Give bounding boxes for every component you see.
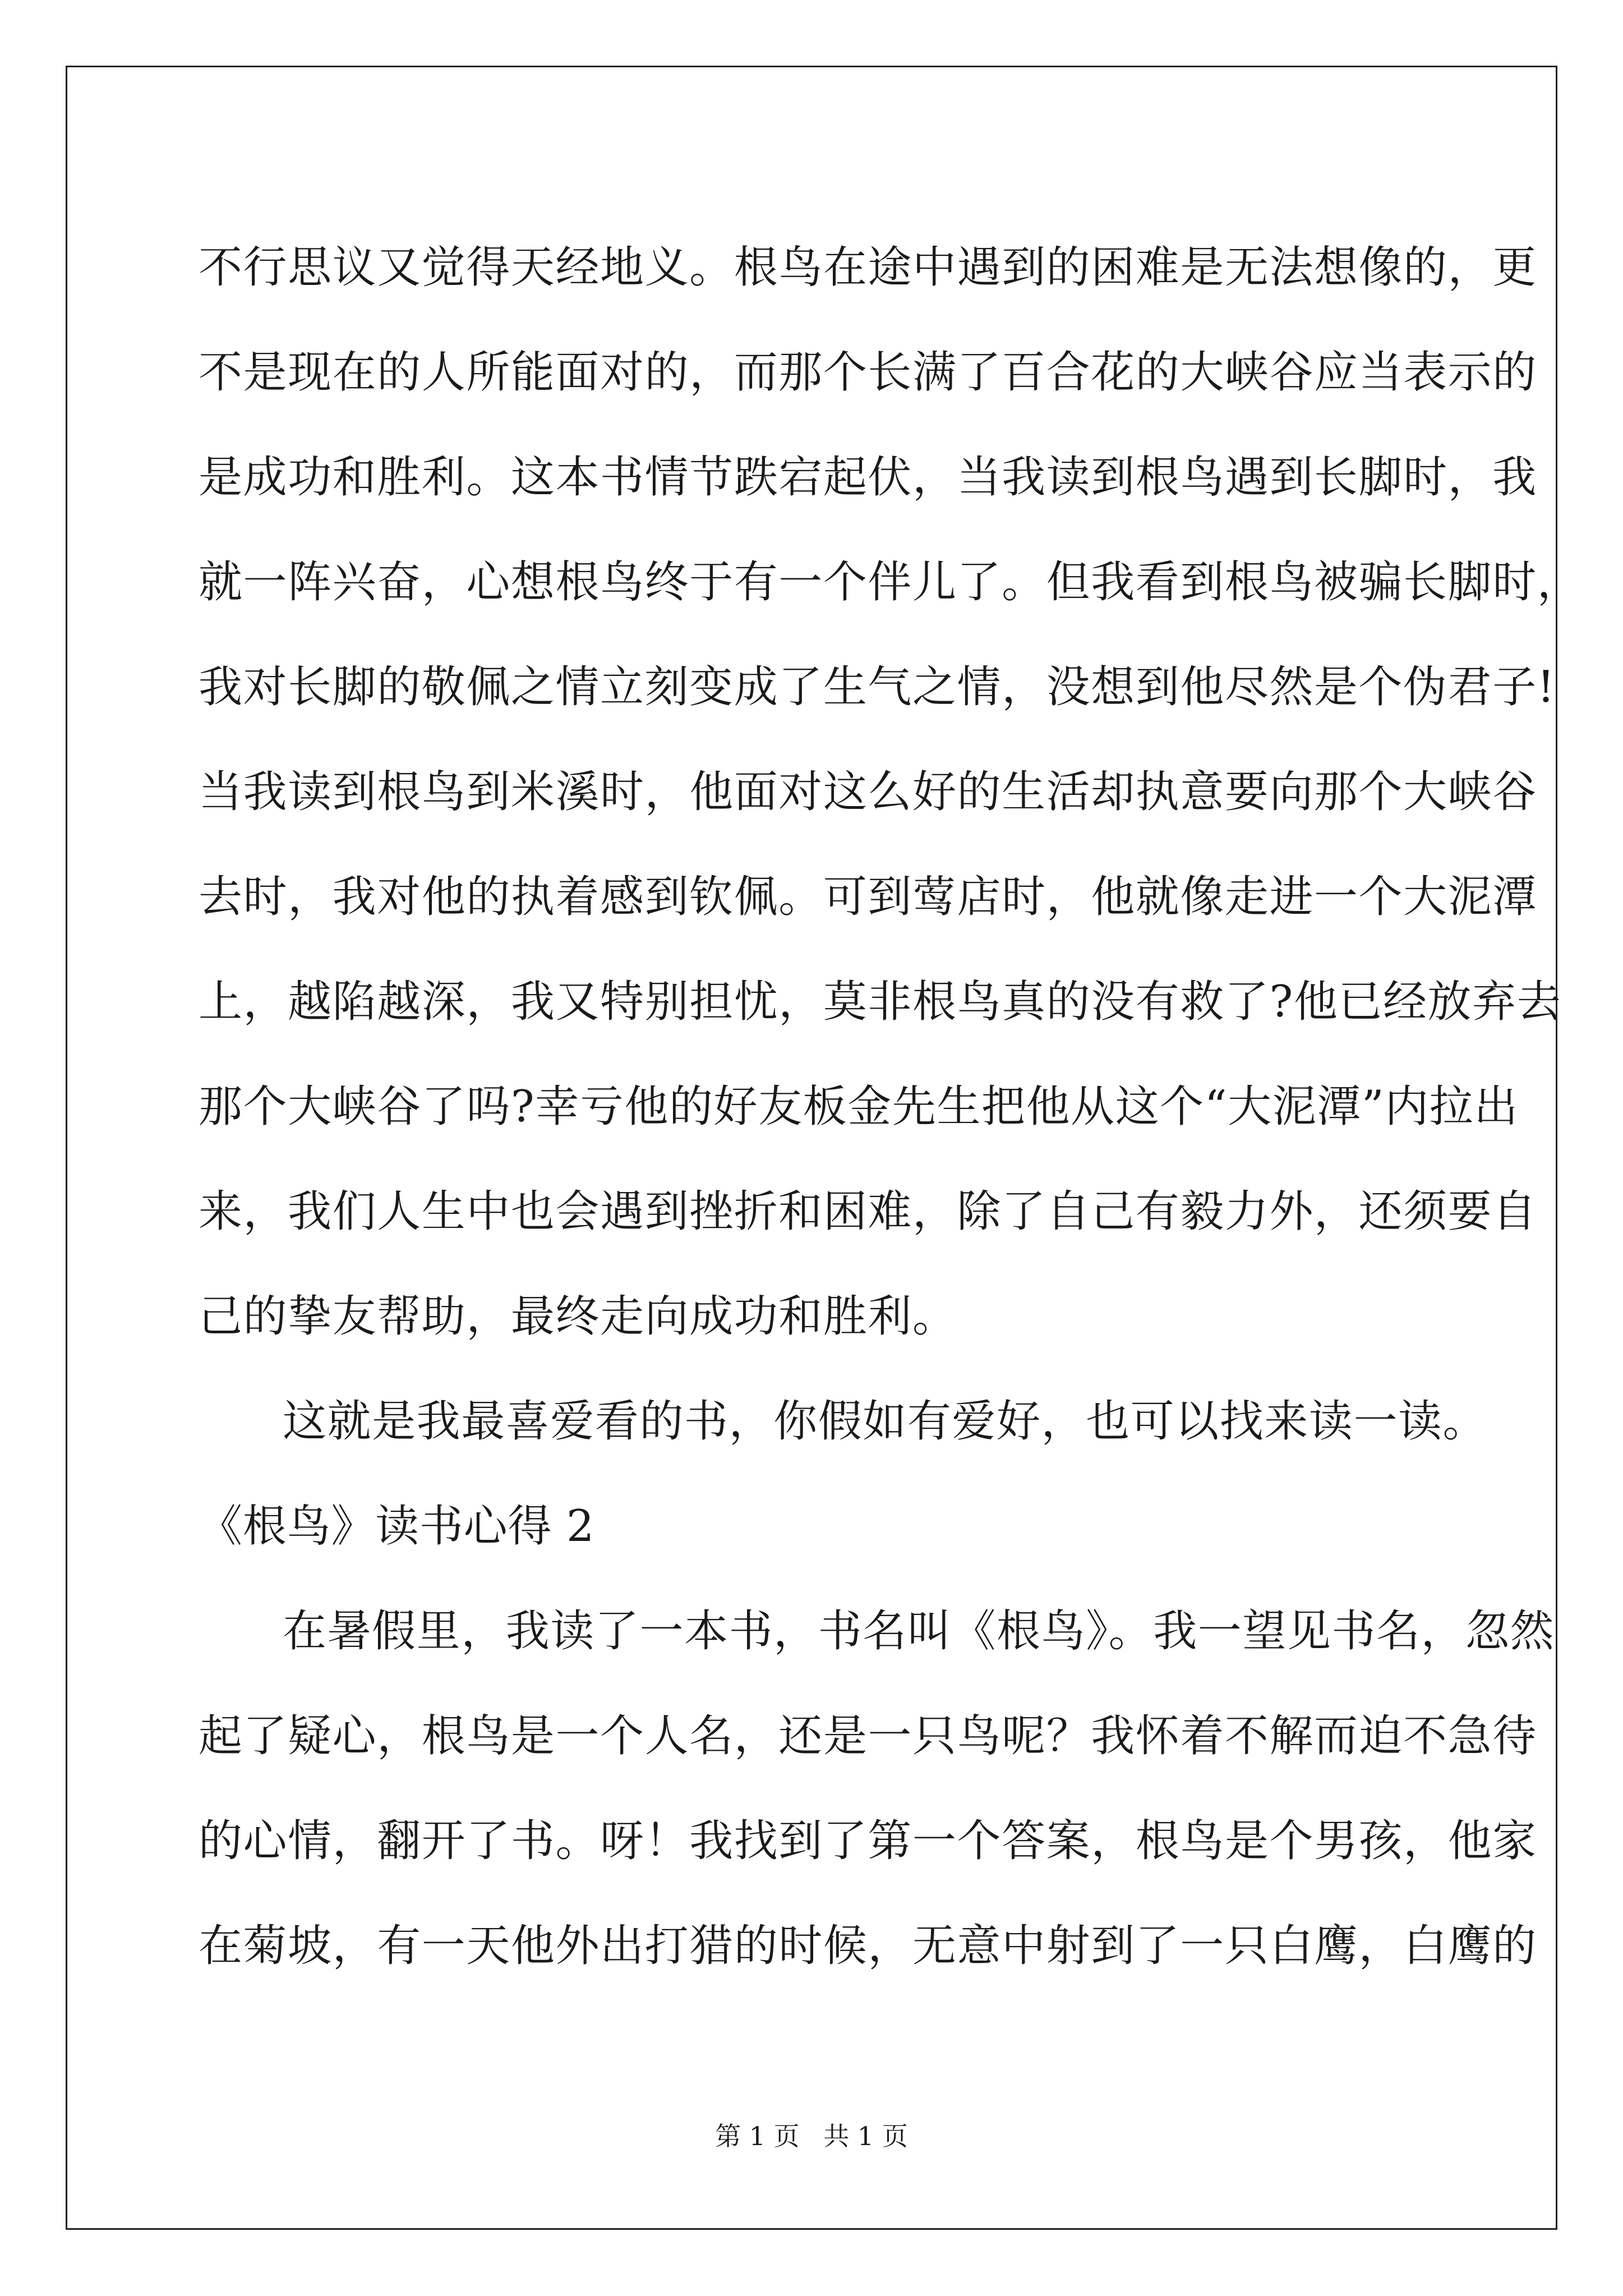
text-line: 不行思议又觉得天经地义。根鸟在途中遇到的困难是无法想像的，更 — [199, 242, 1537, 293]
document-body — [199, 215, 1582, 1999]
text-line: 来，我们人生中也会遇到挫折和困难，除了自己有毅力外，还须要自 — [199, 1186, 1537, 1237]
text-line: 去时，我对他的执着感到钦佩。可到莺店时，他就像走进一个大泥潭 — [199, 872, 1537, 922]
text-line: 上，越陷越深，我又特别担忧，莫非根鸟真的没有救了?他已经放弃去 — [199, 977, 1562, 1027]
text-line: 在菊坡，有一天他外出打猎的时候，无意中射到了一只白鹰，白鹰的 — [199, 1921, 1537, 1971]
page-footer — [0, 2119, 1623, 2153]
text-line: 的心情，翻开了书。呀！我找到了第一个答案，根鸟是个男孩，他家 — [199, 1816, 1537, 1866]
text-line: 己的挚友帮助，最终走向成功和胜利。 — [199, 1291, 957, 1342]
page-total: 共 1 页 — [823, 2121, 908, 2151]
text-line: 不是现在的人所能面对的，而那个长满了百合花的大峡谷应当表示的 — [199, 347, 1537, 398]
text-line: 当我读到根鸟到米溪时，他面对这么好的生活却执意要向那个大峡谷 — [199, 767, 1537, 817]
text-line: 就一阵兴奋，心想根鸟终于有一个伴儿了。但我看到根鸟被骗长脚时， — [199, 557, 1582, 608]
text-line: 那个大峡谷了吗?幸亏他的好友板金先生把他从这个“大泥潭”内拉出 — [199, 1082, 1519, 1132]
closing-paragraph: 这就是我最喜爱看的书，你假如有爱好，也可以找来读一读。 — [283, 1396, 1488, 1447]
text-line: 起了疑心，根鸟是一个人名，还是一只鸟呢？我怀着不解而迫不急待 — [199, 1711, 1537, 1761]
page-number: 第 1 页 — [715, 2121, 800, 2151]
text-line: 是成功和胜利。这本书情节跌宕起伏，当我读到根鸟遇到长脚时，我 — [199, 452, 1537, 503]
text-line: 在暑假里，我读了一本书，书名叫《根鸟》。我一望见书名，忽然 — [283, 1606, 1555, 1657]
section-heading: 《根鸟》读书心得 2 — [199, 1501, 595, 1552]
text-line: 我对长脚的敬佩之情立刻变成了生气之情，没想到他尽然是个伪君子! — [199, 662, 1556, 712]
